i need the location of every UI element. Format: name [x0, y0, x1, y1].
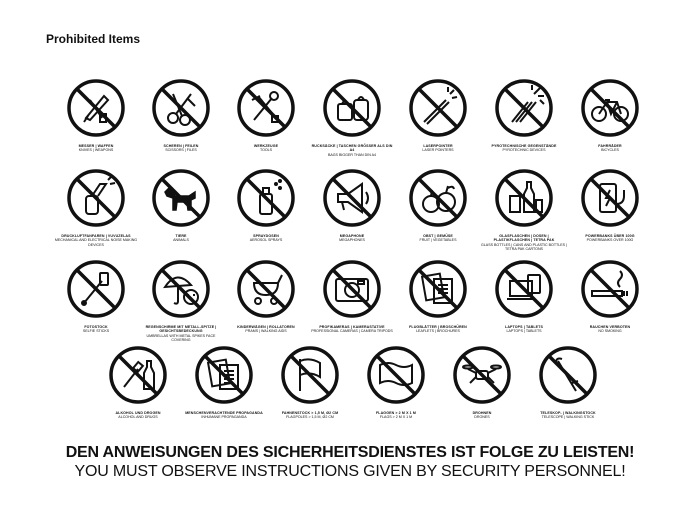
- item-alcohol: [95, 345, 181, 420]
- item-laser: [395, 78, 481, 153]
- item-label-de: SPRAYDOSEN: [253, 234, 279, 238]
- item-label-en: BICYCLES: [601, 148, 619, 153]
- item-sprays: [223, 168, 309, 243]
- flag-stick-icon: [280, 345, 340, 405]
- item-label-de: REGENSCHIRME MIT METALL-SPITZE | GESICHTSBEDECKUNG: [145, 325, 217, 334]
- security-notice-de: DEN ANWEISUNGEN DES SICHERHEITSDIENSTES IST FOLGE ZU LEISTEN!: [65, 444, 635, 461]
- bicycle-icon: [580, 78, 640, 138]
- camera-icon: [322, 259, 382, 319]
- item-label-en: AEROSOL SPRAYS: [249, 238, 283, 243]
- item-label-de: LAPTOPS | TABLETS: [505, 325, 543, 329]
- item-label-en: PYROTECHNIC DEVICES: [502, 148, 546, 153]
- item-label-de: FOTOSTOCK: [84, 325, 108, 329]
- powerbank-icon: [580, 168, 640, 228]
- item-drones: [439, 345, 525, 420]
- item-label-en: TOOLS: [259, 148, 273, 153]
- item-label-en: TELESCOPE | WALKING STICK: [541, 415, 595, 420]
- scissors-file-icon: [151, 78, 211, 138]
- item-label-en: GLASS BOTTLES | CANS AND PLASTIC BOTTLES | TETRA PAK CARTONS: [481, 242, 567, 252]
- item-label-en: ALCOHOL AND DRUGS: [118, 415, 158, 420]
- alcohol-drugs-icon: [108, 345, 168, 405]
- laptop-tablet-icon: [494, 259, 554, 319]
- item-label-en: MECHANICAL AND ELECTRICAL NOISE MAKING DEVICES: [54, 238, 138, 247]
- item-bottles: [481, 168, 567, 252]
- item-label-de: LASERPOINTER: [423, 144, 453, 148]
- leaflets-icon: [408, 259, 468, 319]
- propaganda-icon: [194, 345, 254, 405]
- item-leaflets: [395, 259, 481, 334]
- item-label-en: LASER POINTERS: [422, 148, 454, 153]
- fireworks-icon: [494, 78, 554, 138]
- item-label-de: DROHNEN: [472, 411, 492, 415]
- dog-icon: [151, 168, 211, 228]
- tools-icon: [236, 78, 296, 138]
- item-label-en: UMBRELLAS WITH METAL SPIKES FACE COVERING: [146, 333, 216, 343]
- security-notice-en: YOU MUST OBSERVE INSTRUCTIONS GIVEN BY SECURITY PERSONNEL!: [74, 463, 626, 480]
- flag-icon: [366, 345, 426, 405]
- item-label-en: POWERBANKS OVER 100G: [586, 238, 634, 243]
- item-label-en: PROFESSIONAL CAMERAS | CAMERA TRIPODS: [311, 329, 393, 334]
- smoking-icon: [580, 259, 640, 319]
- item-selfie-sticks: [53, 259, 139, 334]
- umbrella-mask-icon: [151, 259, 211, 319]
- item-flags: [353, 345, 439, 420]
- item-air-horns: [53, 168, 139, 247]
- item-label-de: PYROTECHNISCHE GEGENSTÄNDE: [491, 144, 557, 148]
- stroller-icon: [236, 259, 296, 319]
- item-label-de: PROFIKAMERAS | KAMERASTATIVE: [319, 325, 385, 329]
- item-cameras: [309, 259, 395, 334]
- item-smoking: [567, 259, 653, 334]
- air-horn-icon: [66, 168, 126, 228]
- item-label-en: FLAGPOLES > 1,5 M, Ø2 CM: [286, 415, 334, 420]
- spray-can-icon: [236, 168, 296, 228]
- item-label-de: MESSER | WAFFEN: [78, 144, 114, 148]
- item-megaphones: [309, 168, 395, 243]
- item-label-de: FLUGBLÄTTER | BROSCHÜREN: [409, 325, 467, 329]
- item-prams: [223, 259, 309, 334]
- item-label-en: BAGS BIGGER THAN DIN A4: [327, 152, 377, 157]
- item-label-de: RAUCHEN VERBOTEN: [589, 325, 631, 329]
- item-pyro: [481, 78, 567, 153]
- item-label-en: PRAMS | WALKING AIDS: [245, 329, 287, 334]
- item-label-en: ANIMALS: [173, 238, 189, 243]
- knife-weapon-icon: [66, 78, 126, 138]
- item-bicycles: [567, 78, 653, 153]
- item-label-de: FAHRRÄDER: [598, 144, 622, 148]
- item-label-de: FLAGGEN > 2 M X 1 M: [376, 411, 416, 415]
- fruit-icon: [408, 168, 468, 228]
- item-label-en: SCISSORS | FILES: [165, 148, 197, 153]
- item-label-en: DRONES: [474, 415, 490, 420]
- item-propaganda: [181, 345, 267, 420]
- item-label-de: OBST | GEMÜSE: [423, 234, 453, 238]
- laser-pointer-icon: [408, 78, 468, 138]
- item-label-de: MEGAPHONE: [339, 234, 365, 238]
- item-tools: [223, 78, 309, 153]
- item-animals: [138, 168, 224, 243]
- walking-stick-icon: [538, 345, 598, 405]
- item-label-en: LAPTOPS | TABLETS: [506, 329, 542, 334]
- item-label-en: NO SMOKING: [598, 329, 622, 334]
- item-label-de: DRUCKLUFTFANFAREN | VUVUZELAS: [61, 234, 131, 238]
- item-powerbanks: [567, 168, 653, 243]
- item-label-en: MEGAPHONES: [339, 238, 365, 243]
- item-laptops: [481, 259, 567, 334]
- item-label-de: TIERE: [175, 234, 187, 238]
- item-label-de: ALKOHOL UND DROGEN: [115, 411, 161, 415]
- item-label-en: KNIVES | WEAPONS: [78, 148, 114, 153]
- item-knives: [53, 78, 139, 153]
- item-label-de: POWERBANKS ÜBER 100G: [585, 234, 635, 238]
- item-label-de: FAHNENSTOCK > 1,5 M, Ø2 CM: [281, 411, 339, 415]
- item-bags: [309, 78, 395, 157]
- item-label-de: WERKZEUGE: [253, 144, 279, 148]
- item-label-de: MENSCHENVERACHTENDE PROPAGANDA: [185, 411, 263, 415]
- drone-icon: [452, 345, 512, 405]
- item-scissors: [138, 78, 224, 153]
- item-label-en: INHUMANE PROPAGANDA: [201, 415, 247, 420]
- item-umbrellas: [138, 259, 224, 343]
- item-label-de: TELESKOP- | WALKINGSTOCK: [540, 411, 596, 415]
- item-flagpoles: [267, 345, 353, 420]
- item-label-de: SCHEREN | FEILEN: [163, 144, 199, 148]
- item-label-de: KINDERWÄGEN | ROLLATOREN: [237, 325, 295, 329]
- megaphone-icon: [322, 168, 382, 228]
- item-label-en: SELFIE STICKS: [82, 329, 110, 334]
- item-label-de: GLASFLASCHEN | DOSEN | PLASTIKFLASCHEN | TETRA PAK: [493, 234, 555, 243]
- item-label-en: FRUIT | VEGETABLES: [419, 238, 457, 243]
- item-label-de: RUCKSÄCKE | TASCHEN GRÖSSER ALS DIN A4: [311, 144, 393, 153]
- page-title: Prohibited Items: [46, 32, 141, 46]
- selfie-stick-icon: [66, 259, 126, 319]
- item-fruit: [395, 168, 481, 243]
- item-label-en: FLAGS > 2 M X 1 M: [379, 415, 413, 420]
- bottles-icon: [494, 168, 554, 228]
- backpack-bag-icon: [322, 78, 382, 138]
- item-label-en: LEAFLETS | BROCHURES: [416, 329, 460, 334]
- item-walking-sticks: [525, 345, 611, 420]
